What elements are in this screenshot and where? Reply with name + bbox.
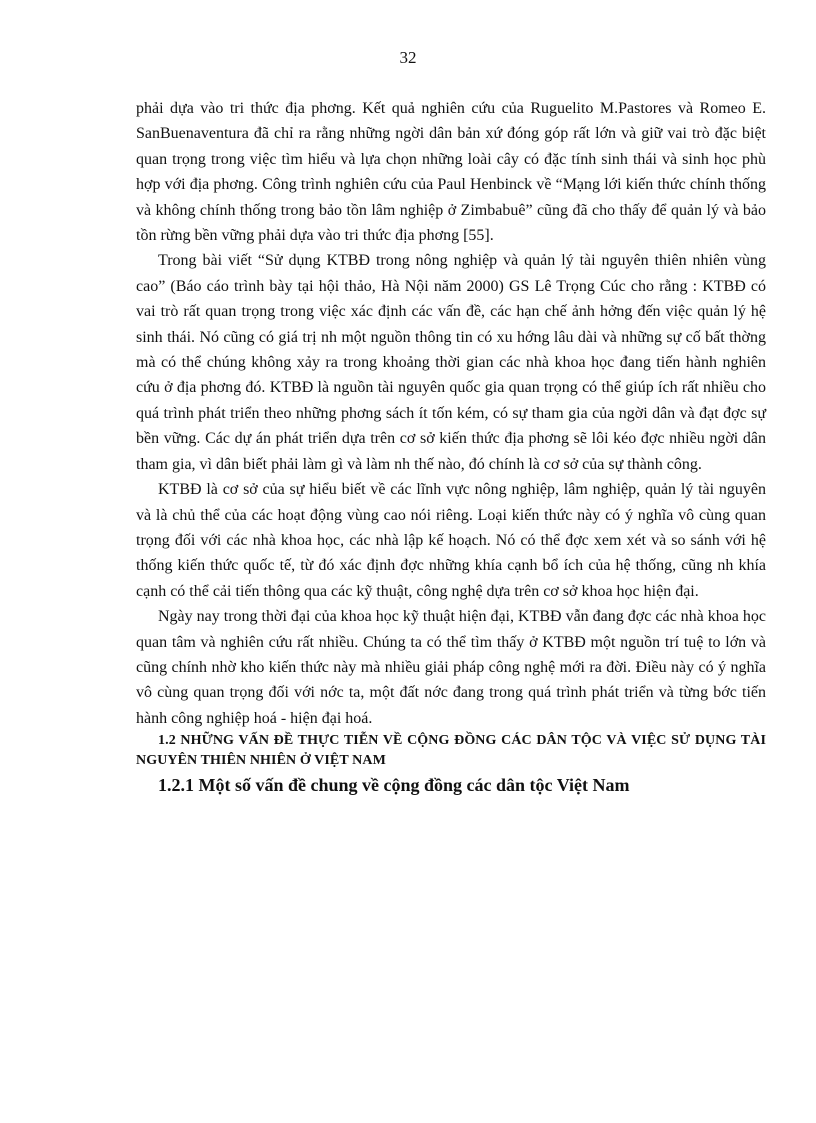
page-number: 32 [399,48,417,67]
section-heading: 1.2 NHỮNG VẤN ĐỀ THỰC TIỄN VỀ CỘNG ĐỒNG CÁC DÂN TỘC VÀ VIỆC SỬ DỤNG TÀI NGUYÊN THIÊN NHIÊN Ở VIỆT NAM [136,733,766,769]
subsection-heading: 1.2.1 Một số vấn đề chung về cộng đồng các dân tộc Việt Nam [158,775,630,796]
paragraph-1: phải dựa vào tri thức địa phơng. Kết quả nghiên cứu của Ruguelito M.Pastores và Romeo E. SanBuenaventura đã chỉ ra rằng những ngời dân bản xứ đóng góp rất lớn và giữ vai trò đặc biệt quan trọng trong việc tìm hiểu và lựa chọn những loài cây có đặc tính sinh thái và sinh học phù hợp với địa phơng. Công trình nghiên cứu của Paul Henbinck về “Mạng lới kiến thức chính thống và không chính thống trong bảo tồn lâm nghiệp ở Zimbabuê” cũng đã cho thấy để quản lý và bảo tồn rừng bền vững phải dựa vào tri thức địa phơng [55]. [136,100,766,245]
paragraph-4: Ngày nay trong thời đại của khoa học kỹ thuật hiện đại, KTBĐ vẫn đang đợc các nhà khoa học quan tâm và nghiên cứu rất nhiều. Chúng ta có thể tìm thấy ở KTBĐ một nguồn trí tuệ to lớn và cũng chính nhờ kho kiến thức này mà nhiều giải pháp công nghệ mới ra đời. Điều này có ý nghĩa vô cùng quan trọng đối với nớc ta, một đất nớc đang trong quá trình phát triển và từng bớc tiến hành công nghiệp hoá - hiện đại hoá. [136,608,766,727]
document-body [136,96,766,799]
paragraph-2: Trong bài viết “Sử dụng KTBĐ trong nông nghiệp và quản lý tài nguyên thiên nhiên vùng cao” (Báo cáo trình bày tại hội thảo, Hà Nội năm 2000) GS Lê Trọng Cúc cho rằng : KTBĐ có vai trò rất quan trọng trong việc xác định các vấn đề, các hạn chế ảnh hởng đến việc quản lý hệ sinh thái. Nó cũng có giá trị nh một nguồn thông tin có xu hớng lâu dài và những sự cố bất thờng mà có thể chúng không xảy ra trong khoảng thời gian các nhà khoa học đang tiến hành nghiên cứu ở địa phơng đó. KTBĐ là nguồn tài nguyên quốc gia quan trọng có thể giúp ích rất nhiều cho quá trình phát triển theo những phơng sách ít tốn kém, có sự tham gia của ngời dân và đạt đợc sự bền vững. Các dự án phát triển dựa trên cơ sở kiến thức địa phơng sẽ lôi kéo đợc nhiều ngời dân tham gia, vì dân biết phải làm gì và làm nh thế nào, đó chính là cơ sở của sự thành công. [136,252,766,473]
paragraph-3: KTBĐ là cơ sở của sự hiểu biết về các lĩnh vực nông nghiệp, lâm nghiệp, quản lý tài nguyên và là chủ thể của các hoạt động vùng cao nói riêng. Loại kiến thức này có ý nghĩa vô cùng quan trọng đối với các nhà khoa học, các nhà lập kế hoạch. Nó có thể đợc xem xét và so sánh với hệ thống kiến thức quốc tế, từ đó xác định đợc những khía cạnh bổ ích của hệ thống, cũng nh khía cạnh có thể cải tiến thông qua các kỹ thuật, công nghệ dựa trên cơ sở khoa học hiện đại. [136,481,766,600]
